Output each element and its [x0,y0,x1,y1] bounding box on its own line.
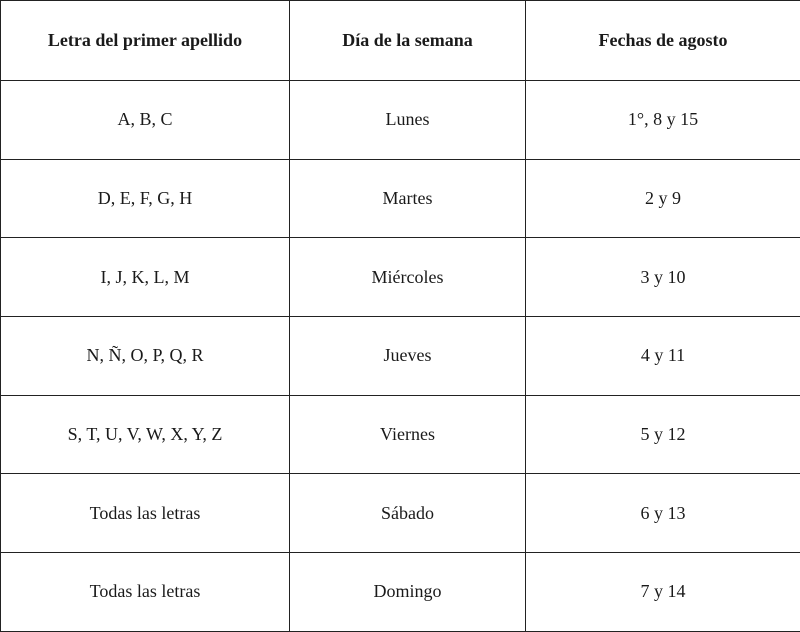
cell-weekday: Domingo [290,553,526,632]
header-dates: Fechas de agosto [526,1,800,81]
cell-letters: I, J, K, L, M [1,238,290,317]
cell-dates: 5 y 12 [526,395,800,474]
table-row [1,159,800,238]
cell-dates: 3 y 10 [526,238,800,317]
cell-letters: S, T, U, V, W, X, Y, Z [1,395,290,474]
header-letter: Letra del primer apellido [1,1,290,81]
cell-letters: Todas las letras [1,474,290,553]
cell-weekday: Jueves [290,317,526,396]
cell-dates: 1°, 8 y 15 [526,81,800,160]
cell-dates: 4 y 11 [526,317,800,396]
table-row [1,81,800,160]
table-row [1,238,800,317]
cell-letters: A, B, C [1,81,290,160]
cell-weekday: Lunes [290,81,526,160]
cell-weekday: Viernes [290,395,526,474]
table-header [1,1,800,81]
table-body [1,81,800,632]
cell-weekday: Martes [290,159,526,238]
cell-letters: Todas las letras [1,553,290,632]
cell-weekday: Sábado [290,474,526,553]
cell-dates: 2 y 9 [526,159,800,238]
table-row [1,317,800,396]
cell-weekday: Miércoles [290,238,526,317]
table-row [1,474,800,553]
table-row [1,553,800,632]
cell-dates: 7 y 14 [526,553,800,632]
cell-letters: D, E, F, G, H [1,159,290,238]
cell-letters: N, Ñ, O, P, Q, R [1,317,290,396]
header-row [1,1,800,81]
table-row [1,395,800,474]
header-weekday: Día de la semana [290,1,526,81]
cell-dates: 6 y 13 [526,474,800,553]
